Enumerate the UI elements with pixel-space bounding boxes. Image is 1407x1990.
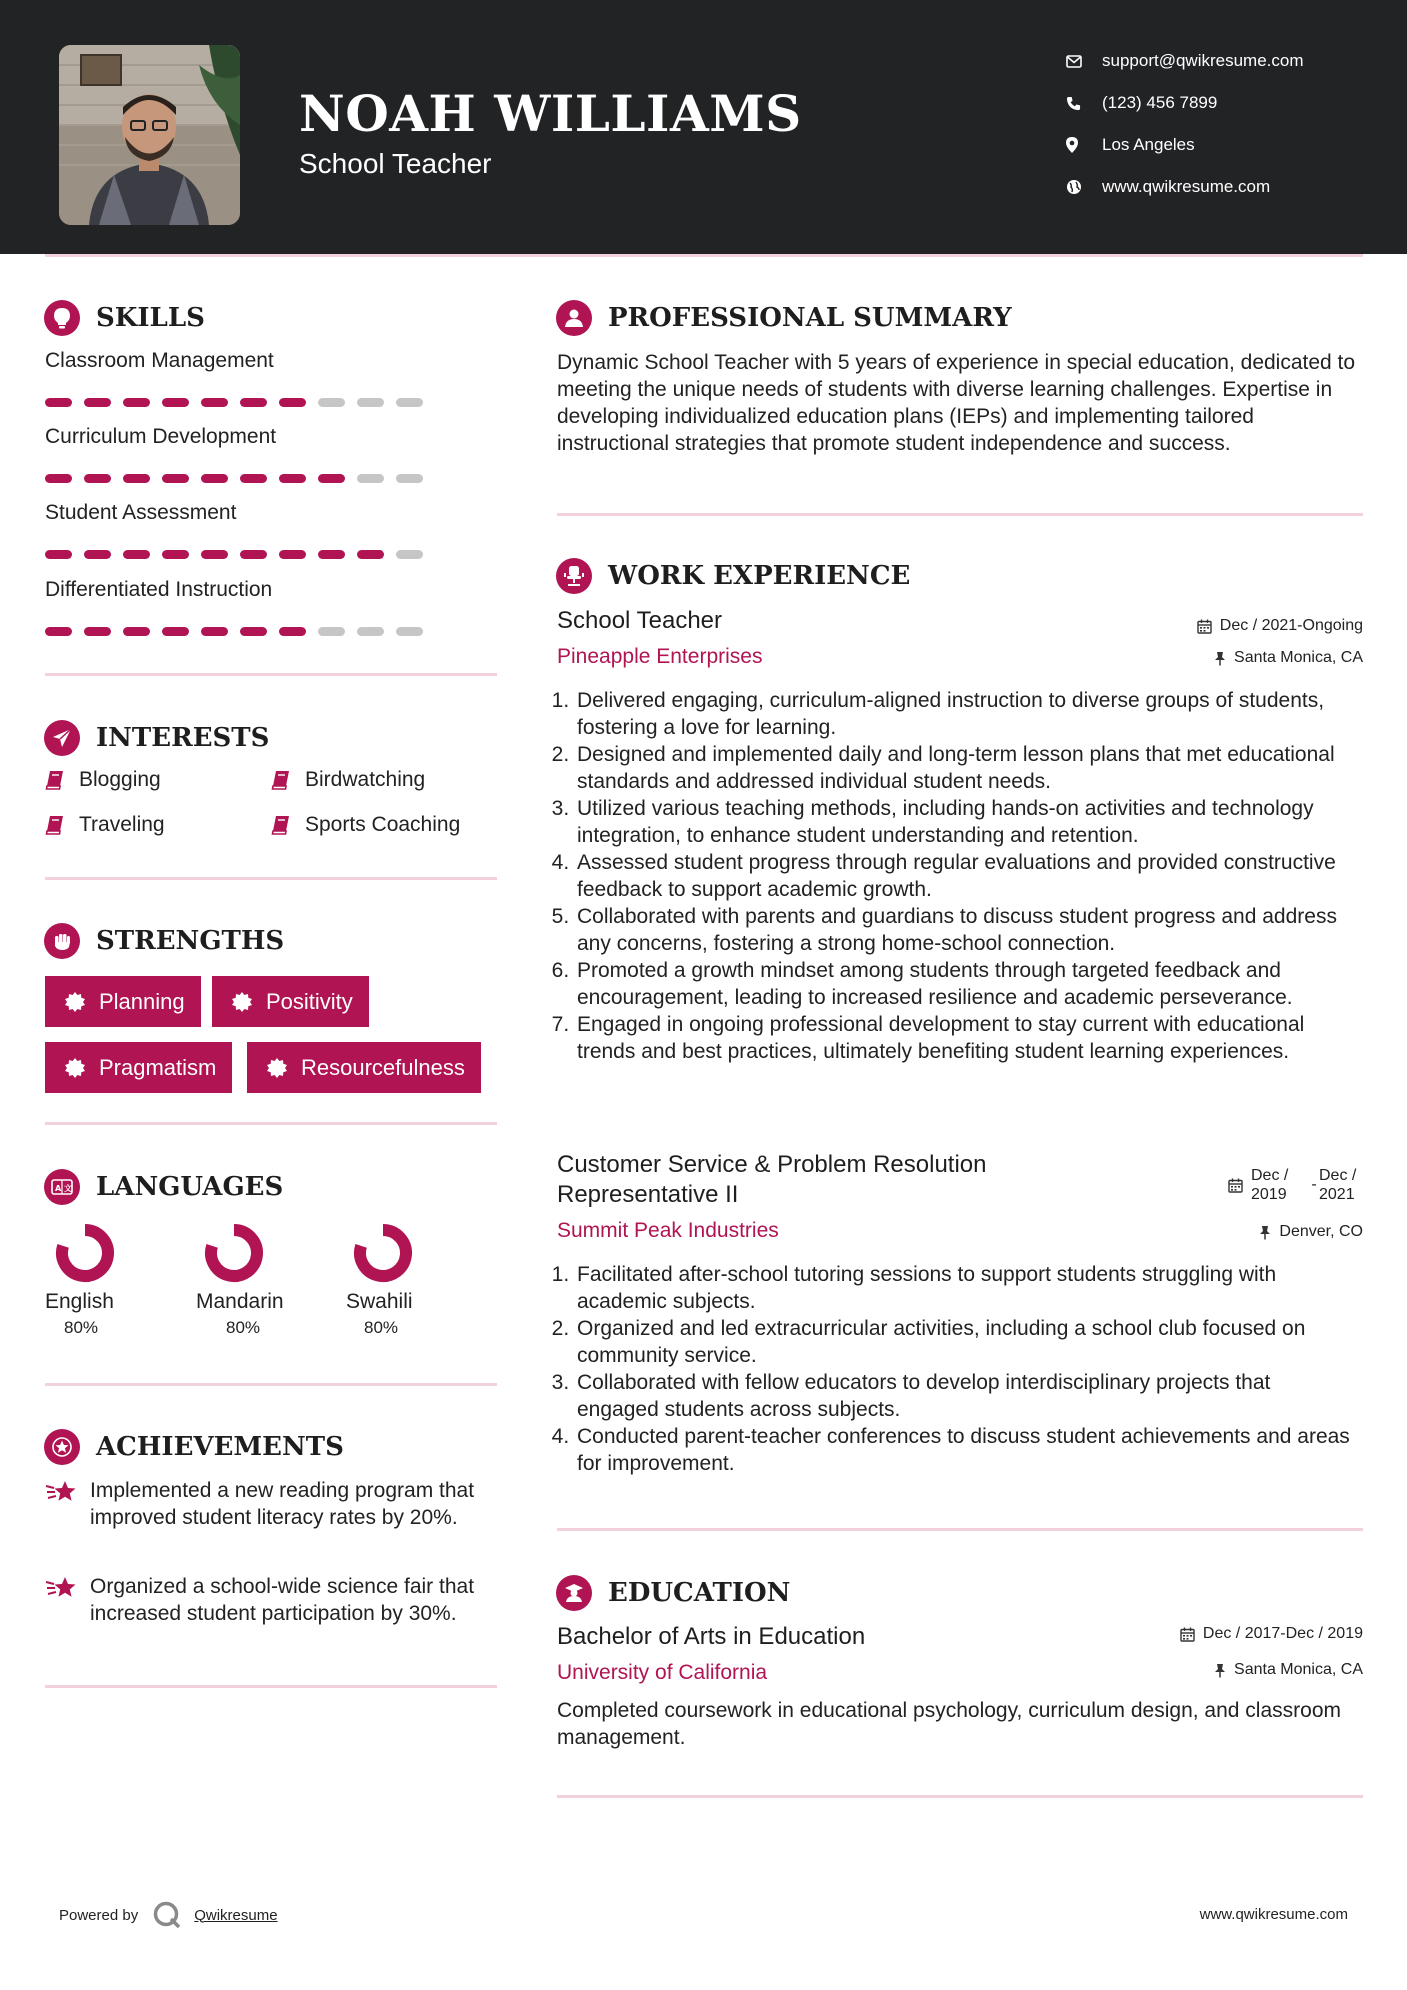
skill-segment-empty [357, 627, 384, 636]
language-progress-ring [352, 1222, 414, 1284]
language-progress-arc [62, 1230, 108, 1276]
strengths-heading [44, 923, 284, 959]
location-pin-icon [1066, 137, 1102, 153]
list-item: 7. Engaged in ongoing professional development to stay current with educational trends and best practices, ultimately benefiting student learning experiences. [575, 1011, 1357, 1065]
contact-location [1066, 124, 1304, 166]
skill-segment-filled [279, 474, 306, 483]
skill-segment-filled [45, 398, 72, 407]
interest-label: Sports Coaching [305, 813, 461, 836]
badge-icon [65, 1058, 85, 1078]
strength-label: Positivity [266, 988, 353, 1014]
footer-website[interactable]: www.qwikresume.com [1199, 1906, 1348, 1923]
section-divider [557, 1528, 1363, 1531]
list-item: 4. Assessed student progress through regular evaluations and provided constructive feedback to support academic growth. [575, 849, 1357, 903]
pushpin-icon [1259, 1225, 1271, 1240]
skill-segment-filled [84, 627, 111, 636]
language-percent: 80% [364, 1318, 399, 1337]
job-location-text: Santa Monica, CA [1234, 649, 1363, 666]
skill-segment-filled [279, 550, 306, 559]
achievement-item [45, 1573, 505, 1627]
calendar-icon [1228, 1178, 1243, 1193]
job-role: Customer Service & Problem Resolution Representative II [557, 1151, 987, 1208]
skill-segment-filled [123, 550, 150, 559]
achievement-text: Organized a school-wide science fair that increased student participation by 30%. [90, 1575, 475, 1625]
office-chair-icon [556, 558, 592, 594]
language-progress-ring [203, 1222, 265, 1284]
job-dates-end: Dec / 2021 [1319, 1167, 1357, 1203]
language-name: Mandarin [196, 1290, 284, 1313]
shooting-star-icon [45, 1477, 90, 1531]
degree: Bachelor of Arts in Education [557, 1623, 866, 1650]
language-progress-arc [211, 1230, 257, 1276]
languages-title: LANGUAGES [96, 1172, 284, 1202]
interest-label: Traveling [79, 813, 165, 836]
user-icon [556, 300, 592, 336]
contact-email-text: support@qwikresume.com [1102, 51, 1304, 70]
list-item: 3. Utilized various teaching methods, including hands-on activities and technology integration, to enhance student understanding and retention. [575, 795, 1357, 849]
list-item: 1. Facilitated after-school tutoring sessions to support students struggling with academic subjects. [575, 1261, 1357, 1315]
shooting-star-icon [45, 1573, 90, 1627]
list-item: 5. Collaborated with parents and guardians to discuss student progress and address any concerns, fostering a strong home-school connection. [575, 903, 1357, 957]
graduate-icon [556, 1575, 592, 1611]
star-icon [44, 1429, 80, 1465]
education-description: Completed coursework in educational psychology, curriculum design, and classroom management. [557, 1699, 1341, 1749]
pushpin-icon [1214, 1663, 1226, 1678]
skill-segment-filled [240, 398, 267, 407]
job-location [1259, 1223, 1363, 1241]
profile-photo [59, 45, 240, 225]
list-item: 1. Delivered engaging, curriculum-aligned instruction to diverse groups of students, fostering a love for learning. [575, 687, 1357, 741]
language-item [322, 1222, 442, 1338]
job-dates [1228, 1166, 1363, 1204]
language-percent: 80% [226, 1318, 261, 1337]
language-progress-arc [360, 1230, 406, 1276]
list-item: 4. Conducted parent-teacher conferences to discuss student achievements and areas for improvement. [575, 1423, 1357, 1477]
skill-segment-filled [240, 627, 267, 636]
skill-segment-filled [162, 627, 189, 636]
section-divider [45, 1685, 497, 1688]
skill-segment-filled [240, 474, 267, 483]
candidate-name: NOAH WILLIAMS [299, 84, 802, 143]
section-divider [45, 1383, 497, 1386]
languages-heading [44, 1169, 283, 1205]
work-heading [556, 558, 910, 594]
skill-segment-filled [84, 398, 111, 407]
skill-segment-filled [201, 550, 228, 559]
badge-icon [267, 1058, 287, 1078]
header-divider [45, 254, 1363, 257]
book-icon [45, 815, 65, 835]
job-role: School Teacher [557, 607, 722, 634]
skill-segment-empty [396, 474, 423, 483]
section-divider [557, 1795, 1363, 1798]
education-dates-text: Dec / 2017-Dec / 2019 [1202, 1625, 1363, 1642]
job-dates-text: Dec / 2021-Ongoing [1219, 617, 1363, 634]
education-location-text: Santa Monica, CA [1234, 1661, 1363, 1678]
paper-plane-icon [44, 720, 80, 756]
skill-segment-empty [396, 627, 423, 636]
section-divider [45, 673, 497, 676]
skill-segment-filled [84, 474, 111, 483]
strength-tag [45, 1042, 232, 1093]
qwikresume-link[interactable]: Qwikresume [194, 1906, 278, 1924]
strength-label: Planning [99, 988, 185, 1014]
skill-segment-filled [318, 474, 345, 483]
pushpin-icon [1214, 651, 1226, 666]
language-name: Swahili [346, 1290, 413, 1313]
skill-segment-filled [357, 550, 384, 559]
strength-tag [247, 1042, 481, 1093]
language-item [24, 1222, 144, 1338]
school-name: University of California [557, 1661, 768, 1684]
list-item: 2. Organized and led extracurricular activities, including a school club focused on community service. [575, 1315, 1357, 1369]
resume-header [0, 0, 1407, 254]
achievement-item [45, 1477, 505, 1531]
book-icon [271, 815, 291, 835]
job-dates [1197, 617, 1363, 635]
skill-segment-filled [84, 550, 111, 559]
skill-segment-filled [201, 398, 228, 407]
svg-text:A: A [55, 1184, 62, 1193]
education-dates [1180, 1625, 1363, 1643]
interest-item [271, 813, 460, 837]
skill-segment-filled [279, 398, 306, 407]
skill-segment-empty [357, 474, 384, 483]
achievements-heading [44, 1429, 344, 1465]
job-company: Pineapple Enterprises [557, 645, 763, 668]
work-title: WORK EXPERIENCE [608, 561, 911, 591]
skill-segment-filled [123, 474, 150, 483]
skill-level-bar [45, 474, 435, 483]
job-location [1214, 649, 1363, 667]
skill-segment-empty [396, 550, 423, 559]
achievements-title: ACHIEVEMENTS [96, 1432, 344, 1462]
skill-segment-empty [357, 398, 384, 407]
skill-level-bar [45, 398, 435, 407]
skill-segment-empty [396, 398, 423, 407]
skill-segment-empty [318, 627, 345, 636]
calendar-icon [1197, 619, 1212, 634]
skill-name: Differentiated Instruction [45, 578, 273, 601]
interests-heading [44, 720, 269, 756]
skill-level-bar [45, 627, 435, 636]
skill-segment-filled [201, 627, 228, 636]
skill-name: Classroom Management [45, 349, 274, 372]
badge-icon [65, 992, 85, 1012]
globe-icon [1066, 179, 1102, 195]
summary-text: Dynamic School Teacher with 5 years of experience in special education, dedicated to meeting the unique needs of students with diverse learning challenges. Expertise in developing individualized education plans (IEPs) and implementing tailored instructional strategies that promote student independence and success. [557, 351, 1356, 455]
calendar-icon [1180, 1627, 1195, 1642]
strength-tag [45, 976, 201, 1027]
job-location-text: Denver, CO [1279, 1223, 1363, 1240]
summary-heading [556, 300, 1012, 336]
contact-location-text: Los Angeles [1102, 135, 1195, 154]
skill-name: Curriculum Development [45, 425, 277, 448]
skill-segment-filled [201, 474, 228, 483]
powered-by-label: Powered by [59, 1906, 139, 1924]
contact-list [1066, 40, 1304, 208]
contact-website-text: www.qwikresume.com [1102, 177, 1271, 196]
strength-label: Resourcefulness [301, 1054, 465, 1080]
interest-item [45, 813, 165, 837]
book-icon [271, 770, 291, 790]
strengths-title: STRENGTHS [96, 926, 285, 956]
education-location [1214, 1661, 1363, 1679]
job-company: Summit Peak Industries [557, 1219, 779, 1242]
interest-label: Birdwatching [305, 768, 426, 791]
job-dates-start: Dec / 2019 [1251, 1167, 1289, 1203]
book-icon [45, 770, 65, 790]
section-divider [45, 1122, 497, 1125]
skill-segment-filled [162, 474, 189, 483]
job-duties [557, 687, 1357, 1065]
language-item [172, 1222, 292, 1338]
skill-segment-filled [240, 550, 267, 559]
interest-item [271, 768, 425, 792]
skill-segment-filled [279, 627, 306, 636]
contact-phone[interactable] [1066, 82, 1304, 124]
language-percent: 80% [64, 1318, 99, 1337]
skill-segment-filled [45, 474, 72, 483]
section-divider [45, 877, 497, 880]
job-duties [557, 1261, 1357, 1477]
contact-phone-text: (123) 456 7899 [1102, 93, 1218, 112]
interest-item [45, 768, 161, 792]
skills-heading [44, 300, 205, 336]
dates-separator: - [1311, 1176, 1317, 1193]
interests-title: INTERESTS [96, 723, 270, 753]
skills-title: SKILLS [96, 303, 205, 333]
skill-segment-filled [45, 627, 72, 636]
skill-name: Student Assessment [45, 501, 237, 524]
contact-website[interactable] [1066, 166, 1304, 208]
list-item: 2. Designed and implemented daily and long-term lesson plans that met educational standards and addressed individual student needs. [575, 741, 1357, 795]
skill-segment-filled [162, 550, 189, 559]
language-icon [44, 1169, 80, 1205]
skill-segment-filled [162, 398, 189, 407]
skill-segment-filled [123, 398, 150, 407]
fist-icon [44, 923, 80, 959]
footer-powered-by [59, 1900, 278, 1930]
list-item: 3. Collaborated with fellow educators to develop interdisciplinary projects that engaged students across subjects. [575, 1369, 1357, 1423]
strength-label: Pragmatism [99, 1054, 217, 1080]
language-name: English [45, 1290, 114, 1313]
svg-text:文: 文 [64, 1184, 72, 1193]
badge-icon [232, 992, 252, 1012]
skill-segment-filled [318, 550, 345, 559]
lightbulb-icon [44, 300, 80, 336]
education-title: EDUCATION [608, 1578, 791, 1608]
skill-level-bar [45, 550, 435, 559]
strength-tag [212, 976, 369, 1027]
qwikresume-logo-icon [152, 1900, 182, 1930]
section-divider [557, 513, 1363, 516]
envelope-icon [1066, 55, 1102, 68]
achievement-text: Implemented a new reading program that improved student literacy rates by 20%. [90, 1479, 475, 1529]
summary-title: PROFESSIONAL SUMMARY [608, 303, 1012, 333]
candidate-title: School Teacher [299, 148, 492, 179]
skill-segment-filled [45, 550, 72, 559]
language-progress-ring [54, 1222, 116, 1284]
education-heading [556, 1575, 790, 1611]
skill-segment-filled [123, 627, 150, 636]
list-item: 6. Promoted a growth mindset among students through targeted feedback and encouragement, leading to increased resilience and academic perseverance. [575, 957, 1357, 1011]
contact-email[interactable] [1066, 40, 1304, 82]
phone-icon [1066, 96, 1102, 111]
interest-label: Blogging [79, 768, 161, 791]
skill-segment-empty [318, 398, 345, 407]
